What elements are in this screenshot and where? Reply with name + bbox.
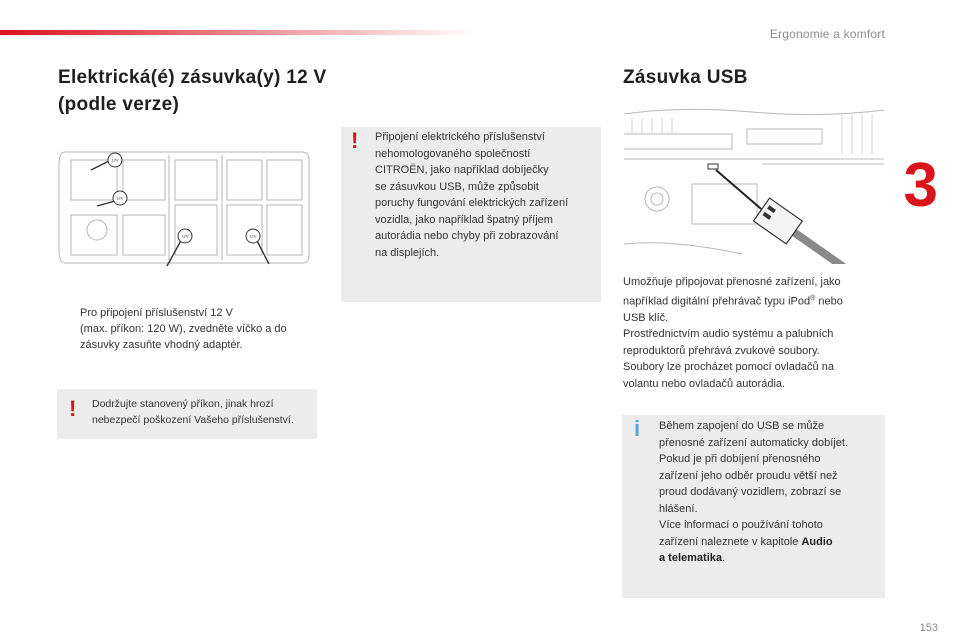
warning-line: vozidla, jako například špatný příjem — [375, 213, 553, 226]
info-text — [659, 418, 881, 567]
usb-desc-line: Soubory lze procházet pomocí ovladačů na — [623, 361, 834, 374]
info-box-charging — [622, 415, 885, 598]
usb-desc-line: Prostřednictvím audio systému a palubních — [623, 328, 834, 341]
section-title: Ergonomie a komfort — [769, 27, 885, 41]
usb-desc-line2-post: nebo — [815, 295, 843, 308]
info-line — [659, 534, 881, 551]
warning-line: nebezpečí poškození Vašeho příslušenství. — [92, 414, 294, 426]
warning-icon: ! — [69, 396, 77, 421]
warning-line: se zásuvkou USB, může způsobit — [375, 180, 539, 193]
heading-line-2: (podle verze) — [58, 94, 180, 115]
usb-plug-icon — [753, 198, 851, 264]
info-line: Během zapojení do USB se může — [659, 420, 825, 432]
socket-label: 12V — [181, 233, 189, 239]
info-line: Více informací o používání tohoto — [659, 519, 823, 531]
bullet-instruction — [60, 305, 315, 353]
chapter-reference-telematics: a telematika — [659, 552, 722, 564]
warning-text — [375, 129, 600, 261]
warning-box-accessories — [341, 127, 601, 302]
usb-desc-line: volantu nebo ovladačů autorádia. — [623, 377, 786, 390]
heading-line-1: Elektrická(é) zásuvka(y) 12 V — [58, 67, 327, 88]
bullet-line: (max. příkon: 120 W), zvedněte víčko a do — [80, 323, 287, 335]
warning-line: CITROËN, jako například dobíječky — [375, 164, 549, 176]
info-line: zařízení jeho odběr proudu větší než — [659, 469, 838, 482]
info-line — [659, 550, 881, 567]
usb-desc-line: Umožňuje připojovat přenosné zařízení, jako — [623, 276, 841, 288]
warning-line: Dodržujte stanovený příkon, jinak hrozí — [92, 398, 274, 410]
usb-desc-line: reproduktorů přehrává zvukové soubory. — [623, 344, 820, 357]
info-line: proud dodávaný vozidlem, zobrazí se — [659, 486, 842, 498]
usb-description — [623, 274, 885, 392]
registered-mark: ® — [810, 294, 816, 302]
van-interior-illustration — [57, 140, 312, 275]
warning-line: autorádia nebo chyby při zobrazování — [375, 230, 559, 242]
usb-desc-line2-pre: například digitální přehrávač typu iPod — [623, 295, 811, 308]
usb-socket-illustration — [622, 104, 885, 264]
chapter-number: 3 — [903, 151, 938, 220]
page-number: 153 — [919, 622, 938, 634]
warning-text — [92, 396, 312, 428]
section-heading-12v — [58, 64, 338, 118]
socket-label: 12V — [116, 195, 124, 201]
info-line: hlášení. — [659, 502, 698, 515]
warning-icon: ! — [351, 128, 359, 153]
info-line: Pokud je při dobíjení přenosného — [659, 453, 821, 465]
warning-line: poruchy fungování elektrických zařízení — [375, 197, 569, 209]
socket-label: 12V — [111, 157, 119, 163]
warning-line: Připojení elektrického příslušenství — [375, 131, 545, 143]
info-last-pre: zařízení naleznete v kapitole — [659, 535, 802, 548]
socket-label: 12V — [249, 233, 257, 239]
info-line: přenosné zařízení automaticky dobíjet. — [659, 436, 848, 449]
warning-line: na displejích. — [375, 246, 440, 259]
section-heading-usb: Zásuvka USB — [623, 67, 748, 88]
warning-line: nehomologovaného společností — [375, 147, 531, 160]
socket-icon — [108, 153, 260, 243]
info-last-post: . — [721, 552, 726, 564]
bullet-line: zásuvky zasuňte vhodný adaptér. — [80, 339, 243, 351]
usb-desc-line — [623, 291, 885, 310]
info-icon: i — [634, 416, 641, 441]
warning-box-power — [57, 389, 317, 439]
usb-desc-line: USB klíč. — [623, 311, 669, 324]
usb-port-icon — [708, 164, 718, 169]
bullet-text — [80, 305, 315, 353]
header-color-bar — [0, 30, 480, 35]
chapter-reference-audio: Audio — [801, 535, 833, 548]
bullet-line: Pro připojení příslušenství 12 V — [80, 307, 233, 319]
